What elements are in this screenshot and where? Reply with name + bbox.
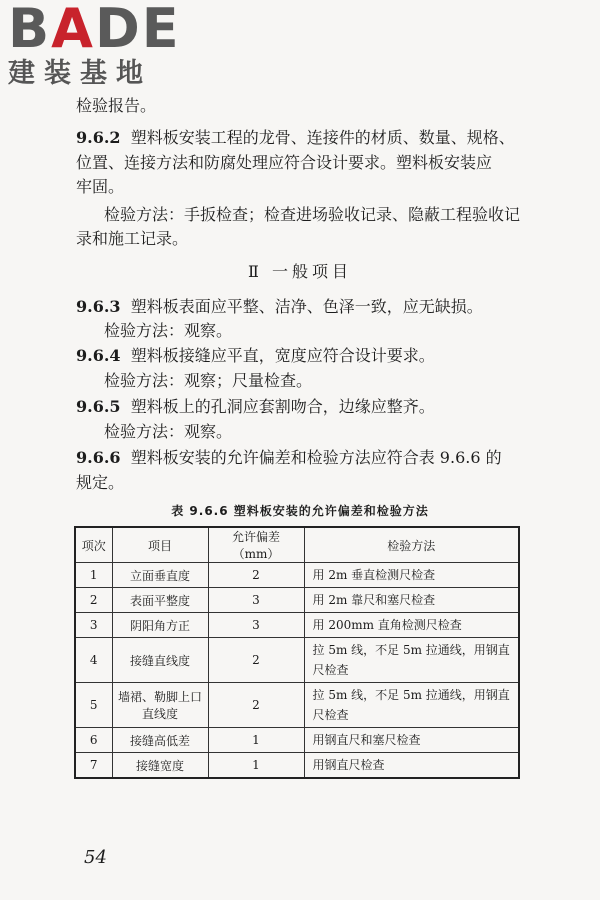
- cell-tolerance: 1: [208, 753, 304, 779]
- table-header-row: [75, 527, 519, 563]
- section-heading: Ⅱ 一般项目: [248, 262, 352, 281]
- cell-method: 用 2m 靠尺和塞尺检查: [304, 588, 519, 613]
- text-line: 规定。: [76, 473, 125, 492]
- cell-method: 用 2m 垂直检测尺检查: [304, 563, 519, 588]
- inspection-method: 检验方法：观察。: [104, 321, 233, 340]
- inspection-method: 检验方法：观察；尺量检查。: [104, 371, 313, 390]
- clause-9-6-6: 9.6.6 塑料板安装的允许偏差和检验方法应符合表 9.6.6 的: [76, 448, 502, 467]
- cell-tolerance: 3: [208, 613, 304, 638]
- tolerance-table: [74, 526, 520, 779]
- clause-number: 9.6.4: [76, 346, 121, 365]
- clause-9-6-3: 9.6.3 塑料板表面应平整、洁净、色泽一致，应无缺损。: [76, 297, 483, 316]
- table-row: [75, 588, 519, 613]
- header-tolerance: 允许偏差（mm）: [208, 527, 304, 563]
- inspection-method: 检验方法：手扳检查；检查进场验收记录、隐蔽工程验收记: [104, 205, 521, 224]
- cell-tolerance: 2: [208, 638, 304, 683]
- table-row: [75, 613, 519, 638]
- cell-item-no: 3: [75, 613, 112, 638]
- cell-tolerance: 1: [208, 728, 304, 753]
- table-row: [75, 563, 519, 588]
- inspection-method: 检验方法：观察。: [104, 422, 233, 441]
- cell-tolerance: 3: [208, 588, 304, 613]
- cell-item: 接缝宽度: [112, 753, 208, 779]
- cell-item: 阴阳角方正: [112, 613, 208, 638]
- clause-number: 9.6.3: [76, 297, 121, 316]
- text-line: 位置、连接方法和防腐处理应符合设计要求。塑料板安装应: [76, 153, 493, 172]
- cell-item-no: 5: [75, 683, 112, 728]
- clause-number: 9.6.2: [76, 128, 121, 147]
- clause-number: 9.6.5: [76, 397, 121, 416]
- table-row: [75, 638, 519, 683]
- cell-item: 墙裙、勒脚上口直线度: [112, 683, 208, 728]
- clause-9-6-4: 9.6.4 塑料板接缝应平直，宽度应符合设计要求。: [76, 346, 435, 365]
- clause-9-6-2: 9.6.2 塑料板安装工程的龙骨、连接件的材质、数量、规格、: [76, 128, 515, 147]
- header-item-no: 项次: [75, 527, 112, 563]
- cell-item-no: 2: [75, 588, 112, 613]
- cell-method: 用钢直尺检查: [304, 753, 519, 779]
- cell-tolerance: 2: [208, 563, 304, 588]
- cell-method: 拉 5m 线，不足 5m 拉通线，用钢直尺检查: [304, 638, 519, 683]
- cell-item: 接缝直线度: [112, 638, 208, 683]
- cell-item: 表面平整度: [112, 588, 208, 613]
- cell-method: 拉 5m 线，不足 5m 拉通线，用钢直尺检查: [304, 683, 519, 728]
- logo-wordmark: BADE: [8, 0, 181, 60]
- header-method: 检验方法: [304, 527, 519, 563]
- text-line: 录和施工记录。: [76, 229, 189, 248]
- clause-number: 9.6.6: [76, 448, 121, 467]
- table-row: [75, 728, 519, 753]
- logo-chinese-name: 建装基地: [8, 58, 152, 89]
- cell-item-no: 4: [75, 638, 112, 683]
- cell-tolerance: 2: [208, 683, 304, 728]
- cell-method: 用 200mm 直角检测尺检查: [304, 613, 519, 638]
- text-line: 牢固。: [76, 177, 125, 196]
- text-line: 检验报告。: [76, 96, 157, 115]
- bade-logo: [8, 0, 181, 92]
- cell-item: 立面垂直度: [112, 563, 208, 588]
- table-row: [75, 683, 519, 728]
- header-item: 项目: [112, 527, 208, 563]
- cell-item: 接缝高低差: [112, 728, 208, 753]
- cell-item-no: 6: [75, 728, 112, 753]
- table-caption: 表 9.6.6 塑料板安装的允许偏差和检验方法: [171, 504, 429, 518]
- cell-method: 用钢直尺和塞尺检查: [304, 728, 519, 753]
- table-row: [75, 753, 519, 779]
- clause-9-6-5: 9.6.5 塑料板上的孔洞应套割吻合，边缘应整齐。: [76, 397, 435, 416]
- page-number: 54: [84, 847, 107, 868]
- cell-item-no: 1: [75, 563, 112, 588]
- cell-item-no: 7: [75, 753, 112, 779]
